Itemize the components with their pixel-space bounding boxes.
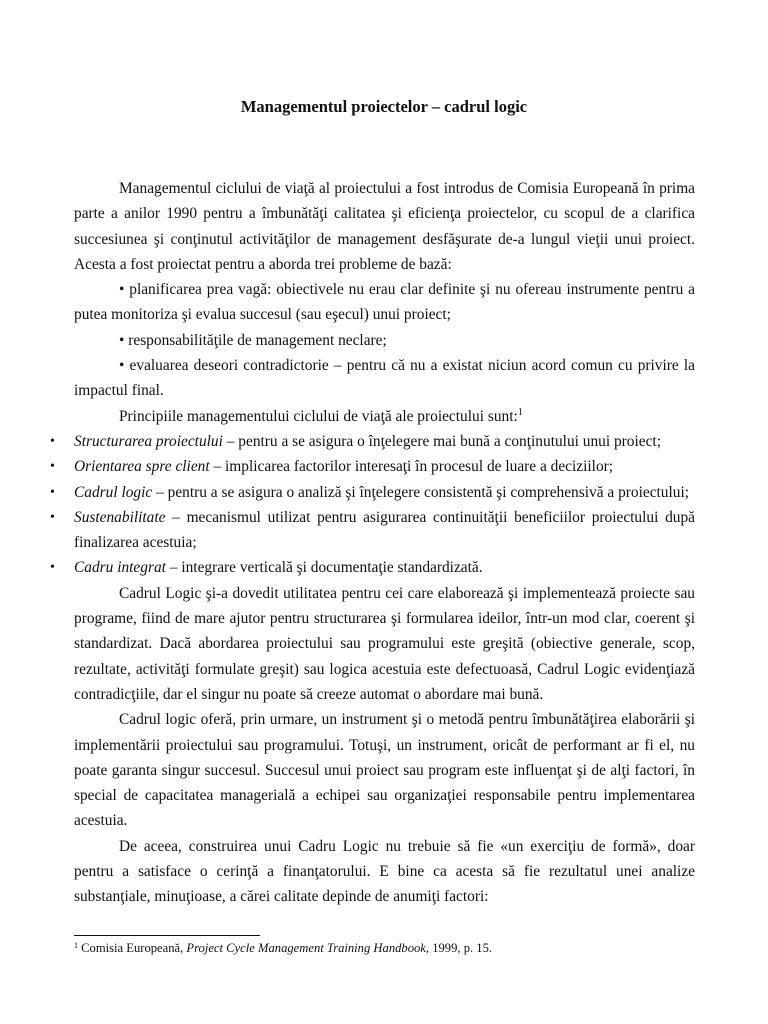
problem-item-1: • planificarea prea vagă: obiectivele nu erau clar definite şi nu ofereau instrumente pentru a putea monitoriza şi evalua succesul (sau eşecul) unui proiect; <box>74 281 695 324</box>
paragraph-principles-intro <box>74 404 695 429</box>
footnote <box>74 940 695 956</box>
footnote-mark: 1 <box>74 941 78 950</box>
footnote-work: Project Cycle Management Training Handbook <box>186 941 426 955</box>
problem-item-3: • evaluarea deseori contradictorie – pentru că nu a existat niciun acord comun cu privire la impactul final. <box>74 357 695 400</box>
principle-item <box>50 480 695 505</box>
principle-text: – pentru a se asigura o înţelegere mai bună a conţinutului unui proiect; <box>222 432 661 450</box>
document-body <box>50 176 695 910</box>
principle-text: – pentru a se asigura o analiză şi înţelegere consistentă şi comprehensivă a proiectului; <box>152 483 690 501</box>
bullet-icon: • <box>50 560 55 576</box>
bullet-icon: • <box>50 484 55 500</box>
principle-item <box>50 454 695 479</box>
footnote-author: Comisia Europeană, <box>78 941 187 955</box>
paragraph-logframe: Cadrul Logic şi-a dovedit utilitatea pentru cei care elaborează şi implementează proiecte sau programe, fiind de mare ajutor pentru structurarea şi formularea ideilor, într-un mod clar, coerent şi standardizat. Dacă abordarea proiectului sau programului este greşită (obiective generale, scop, rezultate, activităţi formulate greşit) sau logica acestuia este defectuoasă, Cadrul Logic evidenţiază contradicţiile, dar el singur nu poate să creeze automat o abordare mai bună. <box>74 584 695 703</box>
document-title: Managementul proiectelor – cadrul logic <box>240 97 528 116</box>
principle-text: – mecanismul utilizat pentru asigurarea continuităţii beneficiilor proiectului după finalizarea acestuia; <box>74 508 695 552</box>
principle-text: – integrare verticală şi documentaţie standardizată. <box>165 559 483 577</box>
principle-item <box>50 429 695 454</box>
footnote-reference: 1 <box>517 406 523 418</box>
principle-term: Sustenabilitate <box>74 508 166 526</box>
bullet-icon: • <box>50 459 55 475</box>
paragraph-conclusion: De aceea, construirea unui Cadru Logic nu trebuie să fie «un exerciţiu de formă», doar pentru a satisface o cerinţă a finanţatorului. E bine ca acesta să fie rezultatul unei analize substanţiale, minuţioase, a cărei calitate depinde de anumiţi factori: <box>74 837 695 906</box>
principle-text: – implicarea factorilor interesaţi în procesul de luare a deciziilor; <box>209 458 614 476</box>
problem-item-2: • responsabilităţile de management neclare; <box>119 331 387 349</box>
principle-term: Cadru integrat <box>74 559 166 577</box>
principle-item <box>50 505 695 556</box>
bullet-icon: • <box>50 509 55 525</box>
principle-term: Orientarea spre client <box>74 458 210 476</box>
principles-list <box>50 429 695 581</box>
principles-intro-text: Principiile managementului ciclului de viaţă ale proiectului sunt: <box>119 407 518 425</box>
principle-item <box>50 555 695 580</box>
paragraph-instrument: Cadrul logic oferă, prin urmare, un instrument şi o metodă pentru îmbunătăţirea elaborării şi implementării proiectului sau programului. Totuşi, un instrument, oricât de performant ar fi el, nu poate garanta singur succesul. Succesul unui proiect sau program este influenţat şi de alţi factori, în special de capacitatea managerială a echipei sau organizaţiei responsabile pentru implementarea acestuia. <box>74 711 695 830</box>
principle-term: Cadrul logic <box>74 483 153 501</box>
paragraph-intro: Managementul ciclului de viaţă al proiectului a fost introdus de Comisia Europeană în prima parte a anilor 1990 pentru a îmbunătăţi calitatea şi eficienţa proiectelor, cu scopul de a clarifica succesiunea şi conţinutul activităţilor de management desfăşurate de-a lungul vieţii unui proiect. Acesta a fost proiectat pentru a aborda trei probleme de bază: <box>74 180 695 273</box>
footnote-divider <box>74 935 260 936</box>
footnote-rest: , 1999, p. 15. <box>425 941 493 955</box>
principle-term: Structurarea proiectului <box>74 432 223 450</box>
bullet-icon: • <box>50 433 55 449</box>
